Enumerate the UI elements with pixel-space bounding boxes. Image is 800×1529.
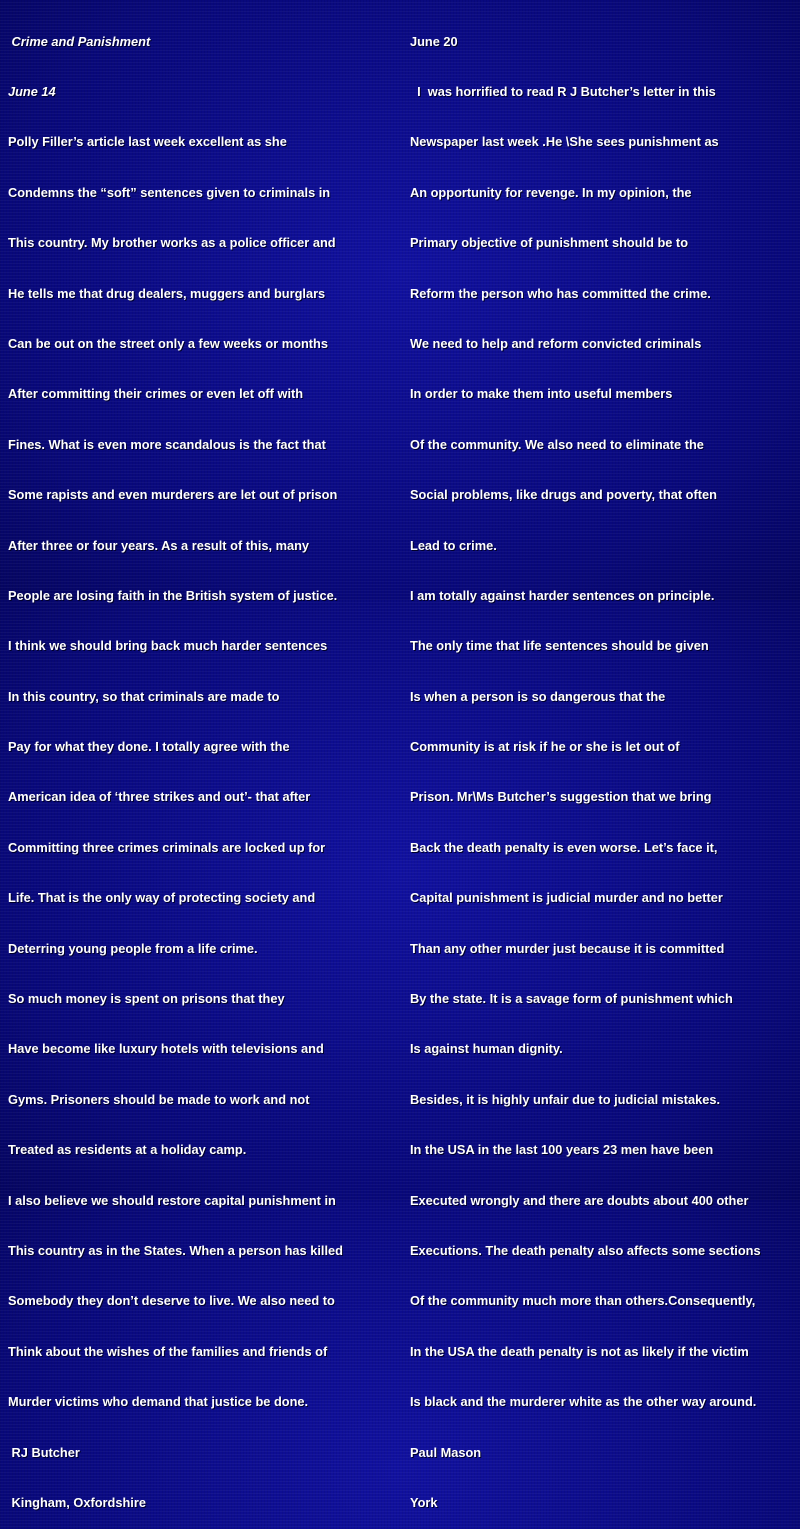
letter-line: Can be out on the street only a few weeks or months xyxy=(8,335,328,351)
letter-line: Prison. Mr\Ms Butcher’s suggestion that we bring xyxy=(410,789,712,805)
letter-line: The only time that life sentences should be given xyxy=(410,638,709,654)
letter-line: An opportunity for revenge. In my opinion, the xyxy=(410,184,692,200)
letter-line: In order to make them into useful members xyxy=(410,386,673,402)
letter-line: I am totally against harder sentences on principle. xyxy=(410,587,715,603)
letter-line: Murder victims who demand that justice be done. xyxy=(8,1394,309,1410)
letter-line: After three or four years. As a result of this, many xyxy=(8,537,310,553)
letter-line: In this country, so that criminals are made to xyxy=(8,688,280,704)
letter-line: So much money is spent on prisons that they xyxy=(8,991,285,1007)
letter-line: This country as in the States. When a person has killed xyxy=(8,1242,343,1258)
letter-line: Some rapists and even murderers are let out of prison xyxy=(8,487,338,503)
letter-left xyxy=(8,0,392,1529)
letter-line: Capital punishment is judicial murder and no better xyxy=(410,890,723,906)
letter-date: June 20 xyxy=(410,33,458,49)
letter-line: He tells me that drug dealers, muggers and burglars xyxy=(8,285,326,301)
letter-title: Crime and Panishment xyxy=(8,33,151,49)
letter-line: Primary objective of punishment should be to xyxy=(410,235,689,251)
letter-line: Treated as residents at a holiday camp. xyxy=(8,1142,247,1158)
letter-line: Reform the person who has committed the crime. xyxy=(410,285,711,301)
letter-line: Executed wrongly and there are doubts about 400 other xyxy=(410,1192,749,1208)
letter-line: Somebody they don’t deserve to live. We also need to xyxy=(8,1293,335,1309)
letter-signature: Paul Mason xyxy=(410,1444,482,1460)
letter-line: Fines. What is even more scandalous is the fact that xyxy=(8,436,326,452)
letter-location: Kingham, Oxfordshire xyxy=(8,1494,146,1510)
letter-line: I also believe we should restore capital punishment in xyxy=(8,1192,336,1208)
letter-line: American idea of ‘three strikes and out’- that after xyxy=(8,789,311,805)
letter-line: Than any other murder just because it is committed xyxy=(410,940,725,956)
letter-line: People are losing faith in the British system of justice. xyxy=(8,587,338,603)
letter-line: In the USA the death penalty is not as likely if the victim xyxy=(410,1343,749,1359)
letter-line: Lead to crime. xyxy=(410,537,497,553)
letter-line: Have become like luxury hotels with televisions and xyxy=(8,1041,324,1057)
letter-line: Back the death penalty is even worse. Let’s face it, xyxy=(410,839,718,855)
letter-signature: RJ Butcher xyxy=(8,1444,80,1460)
letter-line: Life. That is the only way of protecting society and xyxy=(8,890,316,906)
letter-date: June 14 xyxy=(8,83,56,99)
letter-line: Of the community much more than others.Consequently, xyxy=(410,1293,756,1309)
letter-line: Newspaper last week .He \She sees punishment as xyxy=(410,134,719,150)
letter-right xyxy=(410,0,795,1529)
letter-line: Deterring young people from a life crime. xyxy=(8,940,258,956)
letter-location: York xyxy=(410,1494,438,1510)
letter-line: This country. My brother works as a police officer and xyxy=(8,235,336,251)
letter-line: We need to help and reform convicted criminals xyxy=(410,335,702,351)
letter-line: Pay for what they done. I totally agree with the xyxy=(8,739,290,755)
letter-line: Of the community. We also need to eliminate the xyxy=(410,436,704,452)
letter-line: Besides, it is highly unfair due to judicial mistakes. xyxy=(410,1091,721,1107)
letter-line: Committing three crimes criminals are locked up for xyxy=(8,839,326,855)
letter-line: Condemns the “soft” sentences given to criminals in xyxy=(8,184,331,200)
letter-line: In the USA in the last 100 years 23 men have been xyxy=(410,1142,714,1158)
letter-line: I was horrified to read R J Butcher’s letter in this xyxy=(410,83,716,99)
letter-line: I think we should bring back much harder sentences xyxy=(8,638,328,654)
letter-line: Community is at risk if he or she is let out of xyxy=(410,739,680,755)
letter-line: After committing their crimes or even let off with xyxy=(8,386,304,402)
letter-line: Is black and the murderer white as the other way around. xyxy=(410,1394,757,1410)
letter-line: Is against human dignity. xyxy=(410,1041,563,1057)
letter-line: Is when a person is so dangerous that the xyxy=(410,688,666,704)
letter-line: Social problems, like drugs and poverty, that often xyxy=(410,487,717,503)
letter-line: Polly Filler’s article last week excellent as she xyxy=(8,134,287,150)
letter-line: Executions. The death penalty also affects some sections xyxy=(410,1242,761,1258)
letter-line: Think about the wishes of the families and friends of xyxy=(8,1343,328,1359)
letter-line: By the state. It is a savage form of punishment which xyxy=(410,991,733,1007)
letter-line: Gyms. Prisoners should be made to work and not xyxy=(8,1091,310,1107)
